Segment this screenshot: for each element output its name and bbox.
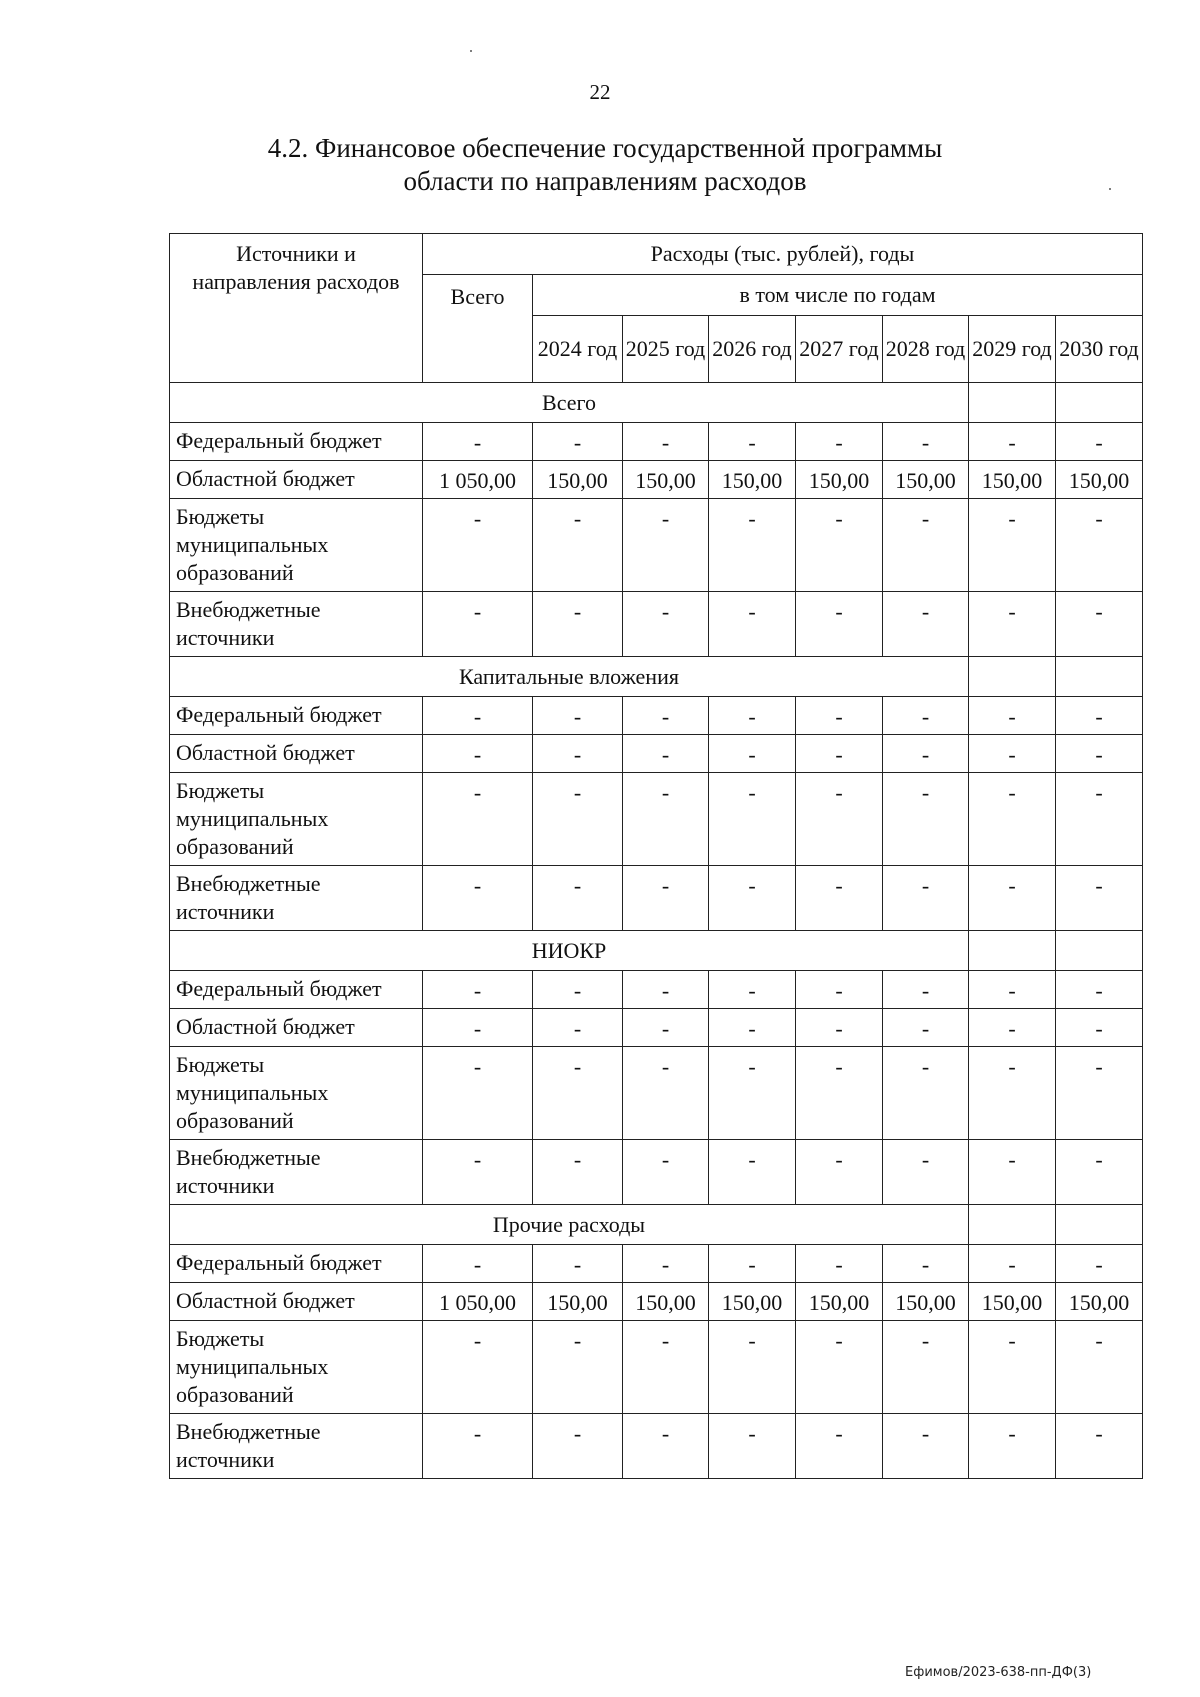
table-row	[170, 1047, 1143, 1140]
empty-cell	[1056, 383, 1143, 423]
cell-year-value: -	[883, 1047, 969, 1140]
cell-year-value: -	[883, 1140, 969, 1205]
cell-year-value: -	[623, 1047, 709, 1140]
scan-speck	[470, 50, 472, 52]
cell-year-value: -	[796, 866, 883, 931]
cell-year-value: -	[623, 423, 709, 461]
empty-cell	[969, 931, 1056, 971]
cell-year-value: -	[709, 735, 796, 773]
cell-year-value: -	[533, 1009, 623, 1047]
header-year: 2024 год	[533, 316, 623, 383]
cell-year-value: -	[883, 866, 969, 931]
section-row	[170, 383, 1143, 423]
row-label: Областной бюджет	[170, 1283, 423, 1321]
row-label: Областной бюджет	[170, 461, 423, 499]
row-label: Внебюджетные источники	[170, 1140, 423, 1205]
cell-year-value: -	[709, 1009, 796, 1047]
cell-year-value: -	[709, 1047, 796, 1140]
row-label: Бюджеты муниципальных образований	[170, 1321, 423, 1414]
cell-year-value: -	[709, 773, 796, 866]
row-label: Бюджеты муниципальных образований	[170, 773, 423, 866]
cell-year-value: -	[796, 1047, 883, 1140]
cell-year-value: 150,00	[533, 461, 623, 499]
empty-cell	[1056, 931, 1143, 971]
cell-year-value: 150,00	[796, 1283, 883, 1321]
cell-total: -	[423, 735, 533, 773]
cell-year-value: -	[533, 697, 623, 735]
cell-year-value: -	[883, 1245, 969, 1283]
cell-year-value: -	[623, 1414, 709, 1479]
row-label: Внебюджетные источники	[170, 592, 423, 657]
cell-year-value: 150,00	[883, 1283, 969, 1321]
table-row	[170, 697, 1143, 735]
cell-year-value: -	[709, 499, 796, 592]
cell-year-value: -	[709, 592, 796, 657]
cell-year-value: -	[969, 1321, 1056, 1414]
table-row	[170, 1009, 1143, 1047]
cell-year-value: -	[883, 1321, 969, 1414]
cell-total: -	[423, 1245, 533, 1283]
cell-year-value: 150,00	[1056, 1283, 1143, 1321]
header-sources: Источники и направления расходов	[170, 234, 423, 383]
section-title: Прочие расходы	[170, 1205, 969, 1245]
cell-year-value: -	[883, 1414, 969, 1479]
header-year: 2027 год	[796, 316, 883, 383]
table-row	[170, 423, 1143, 461]
cell-year-value: -	[709, 1140, 796, 1205]
cell-year-value: -	[533, 735, 623, 773]
section-title: Капитальные вложения	[170, 657, 969, 697]
row-label: Внебюджетные источники	[170, 1414, 423, 1479]
cell-year-value: -	[796, 1140, 883, 1205]
row-label: Бюджеты муниципальных образований	[170, 499, 423, 592]
cell-year-value: -	[533, 1047, 623, 1140]
table-row	[170, 1283, 1143, 1321]
cell-year-value: -	[623, 866, 709, 931]
cell-year-value: -	[1056, 1414, 1143, 1479]
header-year: 2025 год	[623, 316, 709, 383]
cell-year-value: 150,00	[709, 461, 796, 499]
table-row	[170, 971, 1143, 1009]
cell-total: -	[423, 1321, 533, 1414]
cell-total: -	[423, 1414, 533, 1479]
header-year: 2026 год	[709, 316, 796, 383]
table-row	[170, 499, 1143, 592]
cell-year-value: -	[1056, 423, 1143, 461]
cell-year-value: 150,00	[623, 1283, 709, 1321]
cell-year-value: -	[969, 735, 1056, 773]
header-by-years: в том числе по годам	[533, 275, 1143, 316]
cell-year-value: -	[1056, 697, 1143, 735]
cell-year-value: 150,00	[1056, 461, 1143, 499]
cell-year-value: -	[533, 773, 623, 866]
cell-total: -	[423, 866, 533, 931]
cell-year-value: -	[883, 499, 969, 592]
empty-cell	[969, 657, 1056, 697]
cell-year-value: -	[796, 735, 883, 773]
cell-year-value: -	[1056, 499, 1143, 592]
title-line-2: области по направлениям расходов	[403, 166, 807, 196]
section-row	[170, 657, 1143, 697]
cell-year-value: -	[709, 866, 796, 931]
cell-total: -	[423, 499, 533, 592]
row-label: Федеральный бюджет	[170, 1245, 423, 1283]
cell-year-value: -	[623, 773, 709, 866]
section-title: Всего	[170, 383, 969, 423]
cell-total: -	[423, 1140, 533, 1205]
cell-year-value: -	[533, 499, 623, 592]
cell-year-value: -	[1056, 866, 1143, 931]
cell-year-value: -	[533, 423, 623, 461]
cell-year-value: -	[1056, 735, 1143, 773]
cell-year-value: -	[709, 697, 796, 735]
page-title	[0, 132, 1200, 198]
cell-year-value: -	[969, 971, 1056, 1009]
cell-year-value: -	[709, 1321, 796, 1414]
cell-year-value: -	[883, 971, 969, 1009]
empty-cell	[969, 1205, 1056, 1245]
cell-year-value: 150,00	[883, 461, 969, 499]
section-title: НИОКР	[170, 931, 969, 971]
cell-year-value: -	[1056, 773, 1143, 866]
cell-year-value: -	[883, 1009, 969, 1047]
row-label: Федеральный бюджет	[170, 971, 423, 1009]
cell-year-value: -	[533, 866, 623, 931]
cell-year-value: -	[623, 1140, 709, 1205]
cell-year-value: 150,00	[796, 461, 883, 499]
empty-cell	[969, 383, 1056, 423]
row-label: Федеральный бюджет	[170, 423, 423, 461]
header-year: 2030 год	[1056, 316, 1143, 383]
section-row	[170, 931, 1143, 971]
cell-year-value: -	[623, 1245, 709, 1283]
table-row	[170, 773, 1143, 866]
cell-total: -	[423, 1047, 533, 1140]
cell-year-value: -	[623, 592, 709, 657]
cell-total: -	[423, 592, 533, 657]
cell-year-value: -	[1056, 971, 1143, 1009]
cell-year-value: -	[796, 1009, 883, 1047]
cell-year-value: -	[1056, 1245, 1143, 1283]
cell-total: 1 050,00	[423, 461, 533, 499]
cell-year-value: -	[623, 499, 709, 592]
cell-year-value: 150,00	[623, 461, 709, 499]
cell-year-value: -	[796, 423, 883, 461]
cell-year-value: -	[969, 423, 1056, 461]
row-label: Областной бюджет	[170, 1009, 423, 1047]
cell-year-value: -	[969, 1009, 1056, 1047]
table-row	[170, 1414, 1143, 1479]
cell-year-value: -	[796, 971, 883, 1009]
cell-year-value: -	[709, 1245, 796, 1283]
cell-year-value: -	[533, 1140, 623, 1205]
cell-year-value: -	[1056, 1140, 1143, 1205]
cell-year-value: -	[623, 1321, 709, 1414]
cell-total: 1 050,00	[423, 1283, 533, 1321]
section-row	[170, 1205, 1143, 1245]
row-label: Внебюджетные источники	[170, 866, 423, 931]
cell-year-value: -	[883, 773, 969, 866]
cell-year-value: -	[623, 735, 709, 773]
cell-year-value: -	[883, 697, 969, 735]
table-row	[170, 735, 1143, 773]
header-total: Всего	[423, 275, 533, 383]
cell-total: -	[423, 423, 533, 461]
cell-year-value: 150,00	[709, 1283, 796, 1321]
cell-year-value: -	[969, 773, 1056, 866]
cell-year-value: -	[1056, 1047, 1143, 1140]
cell-year-value: -	[533, 971, 623, 1009]
cell-year-value: -	[969, 592, 1056, 657]
cell-year-value: 150,00	[969, 461, 1056, 499]
empty-cell	[1056, 657, 1143, 697]
row-label: Областной бюджет	[170, 735, 423, 773]
cell-year-value: -	[709, 1414, 796, 1479]
cell-year-value: 150,00	[533, 1283, 623, 1321]
table-row	[170, 592, 1143, 657]
cell-year-value: -	[623, 1009, 709, 1047]
row-label: Бюджеты муниципальных образований	[170, 1047, 423, 1140]
cell-year-value: -	[796, 592, 883, 657]
cell-year-value: -	[969, 1245, 1056, 1283]
cell-year-value: -	[533, 1245, 623, 1283]
header-year: 2029 год	[969, 316, 1056, 383]
table-row	[170, 1140, 1143, 1205]
cell-year-value: -	[796, 499, 883, 592]
cell-year-value: -	[1056, 592, 1143, 657]
cell-year-value: -	[1056, 1321, 1143, 1414]
table-row	[170, 866, 1143, 931]
cell-year-value: -	[969, 499, 1056, 592]
page-number: 22	[589, 80, 611, 104]
cell-year-value: -	[623, 971, 709, 1009]
cell-year-value: -	[796, 773, 883, 866]
cell-total: -	[423, 773, 533, 866]
cell-year-value: -	[796, 1321, 883, 1414]
empty-cell	[1056, 1205, 1143, 1245]
table-row	[170, 1321, 1143, 1414]
row-label: Федеральный бюджет	[170, 697, 423, 735]
title-line-1: 4.2. Финансовое обеспечение государственной программы	[267, 133, 943, 163]
cell-total: -	[423, 697, 533, 735]
cell-year-value: -	[883, 423, 969, 461]
header-year: 2028 год	[883, 316, 969, 383]
cell-year-value: -	[969, 866, 1056, 931]
cell-year-value: -	[969, 1140, 1056, 1205]
cell-year-value: -	[709, 971, 796, 1009]
cell-year-value: -	[969, 697, 1056, 735]
header-expenses: Расходы (тыс. рублей), годы	[423, 234, 1143, 275]
cell-total: -	[423, 971, 533, 1009]
cell-year-value: -	[796, 1414, 883, 1479]
cell-year-value: -	[969, 1047, 1056, 1140]
cell-year-value: -	[883, 735, 969, 773]
cell-year-value: -	[533, 1321, 623, 1414]
table-row	[170, 461, 1143, 499]
cell-year-value: -	[709, 423, 796, 461]
cell-year-value: -	[883, 592, 969, 657]
cell-year-value: 150,00	[969, 1283, 1056, 1321]
table-row	[170, 1245, 1143, 1283]
cell-total: -	[423, 1009, 533, 1047]
cell-year-value: -	[623, 697, 709, 735]
cell-year-value: -	[969, 1414, 1056, 1479]
document-code: Ефимов/2023-638-пп-ДФ(3)	[905, 1665, 1092, 1680]
cell-year-value: -	[796, 1245, 883, 1283]
financing-table	[169, 233, 1143, 1479]
cell-year-value: -	[533, 1414, 623, 1479]
cell-year-value: -	[533, 592, 623, 657]
cell-year-value: -	[1056, 1009, 1143, 1047]
cell-year-value: -	[796, 697, 883, 735]
